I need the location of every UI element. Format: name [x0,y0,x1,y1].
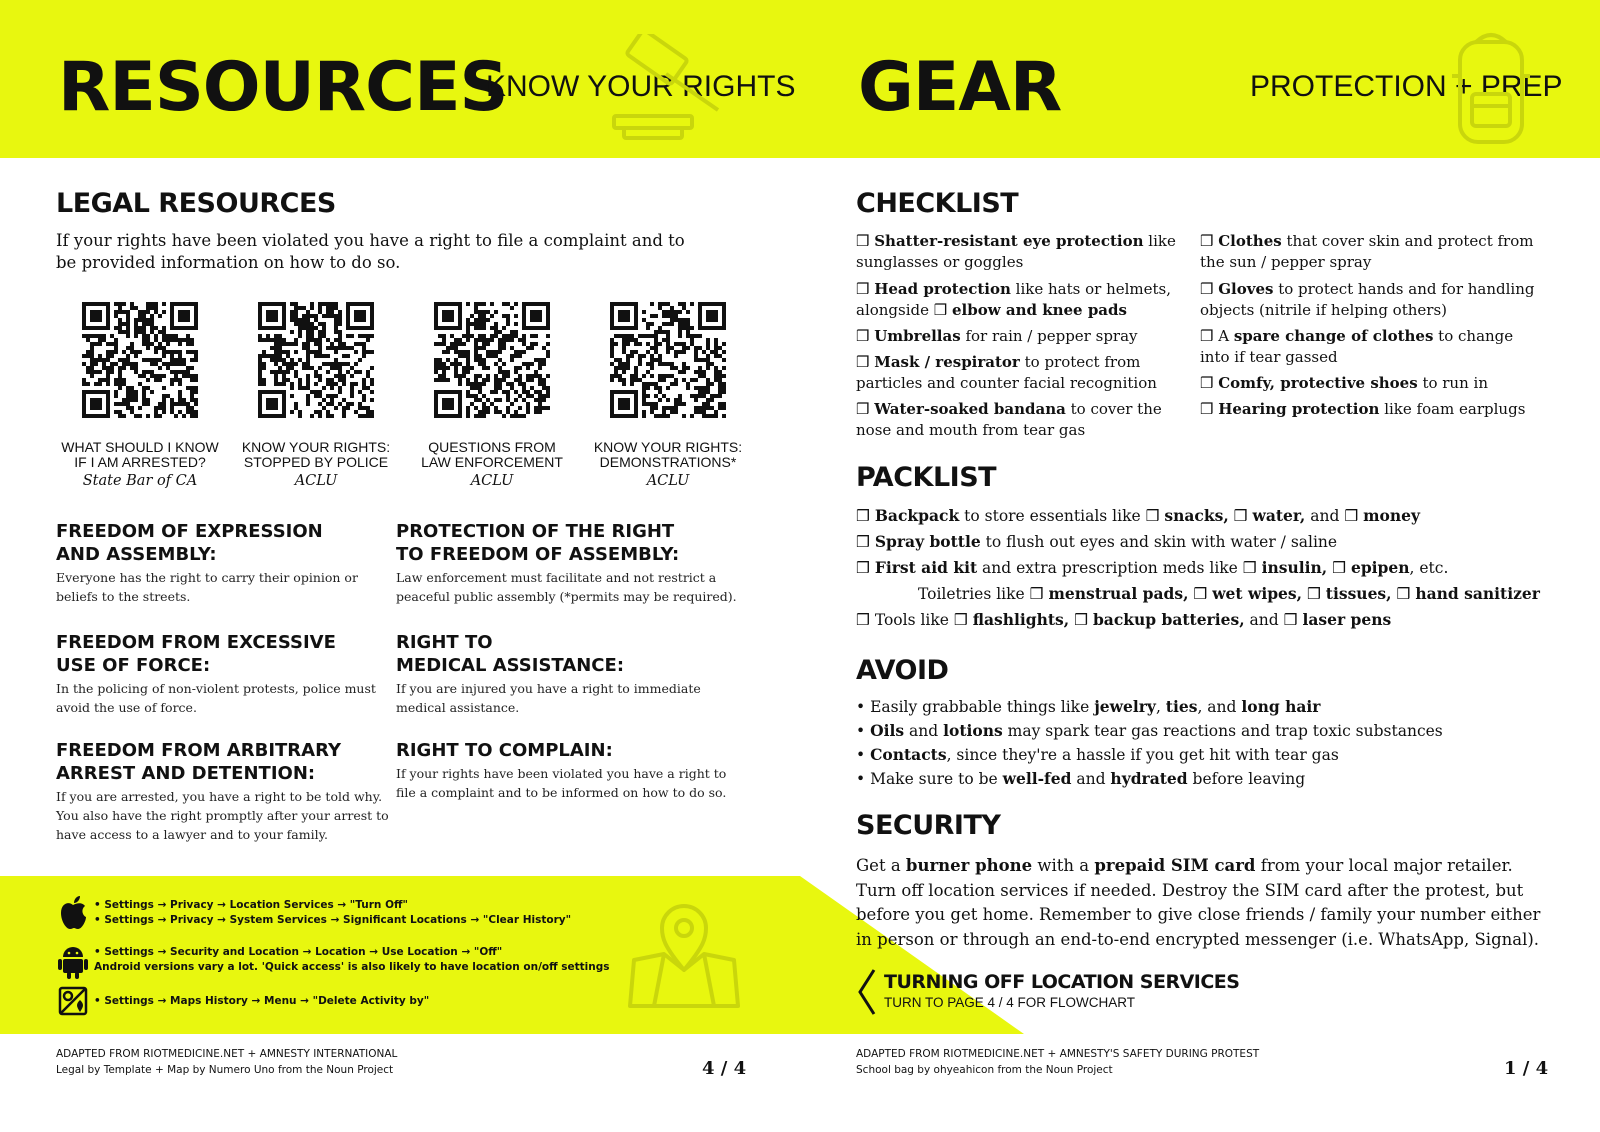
google-maps-icon [58,986,88,1016]
gear-title: GEAR [858,48,1062,127]
rich-text: , [1155,698,1166,716]
resources-title: RESOURCES [58,48,508,127]
right-assembly-heading: PROTECTION OF THE RIGHT TO FREEDOM OF ASSEMBLY: [396,521,680,565]
rich-text: A [1218,327,1234,345]
rich-text: ❒ [1302,585,1326,603]
checklist-mask: ❒ Mask / respirator to protect from particles and counter facial recognition [856,353,1157,392]
rich-bold: Comfy, protective shoes [1218,374,1418,392]
android-note-quick-access: Android versions vary a lot. 'Quick access' is also likely to have location on/off settings [94,961,610,973]
packlist-heading: PACKLIST [856,462,997,493]
rich-bold: Gloves [1218,280,1274,298]
qr-caption: QUESTIONS FROM LAW ENFORCEMENT [421,439,563,470]
checklist-bandana: ❒ Water-soaked bandana to cover the nose and mouth from tear gas [856,400,1162,439]
apple-step-location-services: • Settings → Privacy → Location Services → "Turn Off" [94,899,408,911]
right-force-text: In the policing of non-violent protests, police must avoid the use of force. [56,681,376,715]
right-page-number: 1 / 4 [1504,1058,1549,1079]
qr-source: ACLU [470,473,514,489]
rich-text: • Make sure to be [856,770,1003,788]
rich-text: and [904,722,944,740]
apple-step-significant-locations: • Settings → Privacy → System Services → Significant Locations → "Clear History" [94,914,572,926]
rich-text: like hats or helmets, alongside ❒ [856,280,1171,319]
rich-bold: Head protection [874,280,1011,298]
left-footer-line1: ADAPTED FROM RIOTMEDICINE.NET + AMNESTY INTERNATIONAL [56,1048,398,1060]
packlist-toiletries [918,583,1540,605]
qr-code-image[interactable] [258,302,374,418]
rich-bold: wet wipes, [1212,584,1303,603]
rich-text: Get a [856,856,906,875]
security-text [856,854,1556,952]
qr-card-stopped-by-police[interactable] [232,302,400,489]
rich-text: • Easily grabbable things like [856,698,1095,716]
packlist-spray-bottle: ❒ Spray bottle to flush out eyes and skin with water / saline [856,532,1338,551]
rich-text: like foam earplugs [1379,400,1526,418]
rich-bold: spare change of clothes [1233,327,1434,345]
android-step-use-location: • Settings → Security and Location → Location → Use Location → "Off" [94,946,503,958]
rich-bold: snacks, [1164,506,1229,525]
avoid-well-fed [856,768,1305,790]
left-footer-line2: Legal by Template + Map by Numero Uno from the Noun Project [56,1064,394,1076]
right-expression-heading: FREEDOM OF EXPRESSION AND ASSEMBLY: [56,521,323,565]
rich-bold: long hair [1241,697,1321,716]
rich-text: before leaving [1187,770,1306,788]
checklist-gloves: ❒ Gloves to protect hands and for handling objects (nitrile if helping others) [1200,280,1535,319]
checklist-umbrellas: ❒ Umbrellas for rain / pepper spray [856,327,1138,345]
rich-text: to store essentials like ❒ [959,507,1165,525]
right-expression-text: Everyone has the right to carry their opinion or beliefs to the streets. [56,570,358,604]
rich-bold: prepaid SIM card [1094,856,1256,875]
avoid-heading: AVOID [856,655,949,686]
checklist-eye-protection: ❒ Shatter-resistant eye protection like sunglasses or goggles [856,232,1176,271]
rich-text: Toiletries like ❒ [918,585,1049,603]
rich-text: that cover skin and protect from the sun / pepper spray [1200,232,1534,271]
right-arrest-heading: FREEDOM FROM ARBITRARY ARREST AND DETENTION: [56,740,341,784]
map-pin-icon [624,898,744,1010]
rich-bold: elbow and knee pads [952,301,1127,319]
rich-bold: epipen [1350,558,1410,577]
rich-text: ❒ [1188,585,1213,603]
qr-card-demonstrations[interactable] [584,302,752,489]
maps-step-delete-activity: • Settings → Maps History → Menu → "Delete Activity by" [94,995,430,1007]
right-complain-heading: RIGHT TO COMPLAIN: [396,740,613,761]
rich-bold: well-fed [1002,769,1072,788]
rich-bold: ties [1165,697,1198,716]
checklist-shoes: ❒ Comfy, protective shoes to run in [1200,374,1488,392]
checklist-clothes: ❒ Clothes that cover skin and protect from the sun / pepper spray [1200,232,1534,271]
qr-code-image[interactable] [434,302,550,418]
rich-bold: tissues, [1325,584,1392,603]
rich-bold: money [1363,506,1421,525]
rich-text: to run in [1417,374,1488,392]
rich-text: and [1071,770,1111,788]
rich-bold: Umbrellas [874,327,961,345]
turning-off-location-link[interactable]: TURNING OFF LOCATION SERVICES [884,971,1240,993]
qr-caption: KNOW YOUR RIGHTS: STOPPED BY POLICE [241,439,391,470]
apple-icon [58,895,88,931]
security-heading: SECURITY [856,810,1001,841]
rich-text: may spark tear gas reactions and trap toxic substances [1002,722,1443,740]
turn-to-page-hint: TURN TO PAGE 4 / 4 FOR FLOWCHART [884,995,1136,1010]
rich-text: to flush out eyes and skin with water / saline [980,533,1338,551]
rich-text: from your local major retailer. Turn off location services if needed. Destroy the SIM card after the protest, but before you get home. Remember to give close friends / family your number either in person or through an end-to-end encrypted messenger (i.e. WhatsApp, Signal). [856,856,1541,949]
rich-text: ❒ [1069,611,1093,629]
rich-text: • [856,722,871,740]
qr-card-arrested[interactable] [56,302,224,489]
avoid-oils [856,720,1443,742]
rich-text: like sunglasses or goggles [856,232,1176,271]
rich-text: with a [1032,856,1095,875]
legal-resources-heading: LEGAL RESOURCES [56,188,336,219]
rich-bold: water, [1252,506,1306,525]
right-footer-line2: School bag by ohyeahicon from the Noun Project [856,1064,1113,1076]
rich-bold: Contacts [870,745,947,764]
qr-source: State Bar of CA [82,473,198,489]
rich-text: Tools like ❒ [874,611,973,629]
qr-card-law-enforcement[interactable] [408,302,576,489]
left-page-number: 4 / 4 [702,1058,747,1079]
packlist-backpack: ❒ Backpack to store essentials like ❒ snacks, ❒ water, and ❒ money [856,506,1421,525]
qr-code-image[interactable] [82,302,198,418]
rich-bold: laser pens [1302,610,1392,629]
left-footer-credits [56,1046,397,1078]
gavel-icon [608,34,748,146]
right-complain-text: If your rights have been violated you have a right to file a complaint and to be informed on how to do so. [396,766,727,800]
rich-text: and ❒ [1244,611,1303,629]
rich-bold: Clothes [1218,232,1282,250]
android-icon [58,944,88,980]
rich-bold: jewelry [1094,697,1156,716]
rich-bold: First aid kit [874,558,978,577]
rich-text: ❒ [1391,585,1416,603]
rich-text: to cover the nose and mouth from tear gas [856,400,1162,439]
right-force-heading: FREEDOM FROM EXCESSIVE USE OF FORCE: [56,632,336,676]
rich-bold: insulin, [1261,558,1328,577]
right-footer-line1: ADAPTED FROM RIOTMEDICINE.NET + AMNESTY'S SAFETY DURING PROTEST [856,1048,1260,1060]
right-arrest-text: If you are arrested, you have a right to be told why. You also have the right promptly after your arrest to have access to a lawyer and to your family. [56,789,389,842]
protection-prep-subtitle: PROTECTION + PREP [1250,70,1563,103]
rich-bold: lotions [943,721,1003,740]
checklist-spare-clothes: ❒ A spare change of clothes to change into if tear gassed [1200,327,1514,366]
rich-text: and ❒ [1305,507,1364,525]
right-medical-text: If you are injured you have a right to immediate medical assistance. [396,681,701,715]
checklist-hearing: ❒ Hearing protection like foam earplugs [1200,400,1526,418]
rich-text: ❒ [1327,559,1351,577]
rich-bold: hand sanitizer [1415,584,1540,603]
checklist-head-protection: ❒ Head protection like hats or helmets, alongside ❒ elbow and knee pads [856,280,1171,319]
rich-bold: Shatter-resistant eye protection [874,232,1144,250]
rich-bold: Water-soaked bandana [874,400,1066,418]
rich-text: to protect from particles and counter facial recognition [856,353,1157,392]
qr-source: ACLU [294,473,338,489]
rich-bold: Spray bottle [874,532,981,551]
right-footer-credits [856,1046,1259,1078]
rich-text: to change into if tear gassed [1200,327,1514,366]
rich-bold: menstrual pads, [1048,584,1189,603]
rich-text: to protect hands and for handling objects (nitrile if helping others) [1200,280,1535,319]
rich-bold: backup batteries, [1092,610,1245,629]
avoid-grabbable [856,696,1320,718]
right-medical-heading: RIGHT TO MEDICAL ASSISTANCE: [396,632,625,676]
legal-intro-text: If your rights have been violated you have a right to file a complaint and to be provided information on how to do so. [56,231,685,272]
avoid-contacts [856,744,1339,766]
rich-text: and extra prescription meds like ❒ [977,559,1262,577]
right-assembly-text: Law enforcement must facilitate and not restrict a peaceful public assembly (*permits may be required). [396,570,737,604]
rich-text: , and [1197,698,1242,716]
qr-caption: WHAT SHOULD I KNOW IF I AM ARRESTED? [61,439,219,470]
rich-bold: Hearing protection [1218,400,1380,418]
rich-text: • [856,746,871,764]
know-your-rights-subtitle: KNOW YOUR RIGHTS [486,70,796,103]
qr-source: ACLU [646,473,690,489]
rich-text: ❒ [1228,507,1253,525]
rich-bold: flashlights, [972,610,1070,629]
rich-text: for rain / pepper spray [960,327,1138,345]
qr-caption: KNOW YOUR RIGHTS: DEMONSTRATIONS* [593,439,743,470]
checklist-heading: CHECKLIST [856,188,1019,219]
qr-code-image[interactable] [610,302,726,418]
rich-text: , since they're a hassle if you get hit with tear gas [946,746,1339,764]
rich-bold: hydrated [1110,769,1188,788]
chevron-left-icon[interactable] [856,968,878,1016]
rich-bold: Oils [870,721,905,740]
packlist-first-aid: ❒ First aid kit and extra prescription meds like ❒ insulin, ❒ epipen, etc. [856,558,1449,577]
packlist-tools: ❒ Tools like ❒ flashlights, ❒ backup batteries, and ❒ laser pens [856,610,1392,629]
backpack-icon [1446,26,1536,150]
rich-bold: Mask / respirator [874,353,1020,371]
rich-bold: Backpack [874,506,960,525]
rich-bold: burner phone [905,856,1033,875]
rich-text: , etc. [1409,559,1449,577]
